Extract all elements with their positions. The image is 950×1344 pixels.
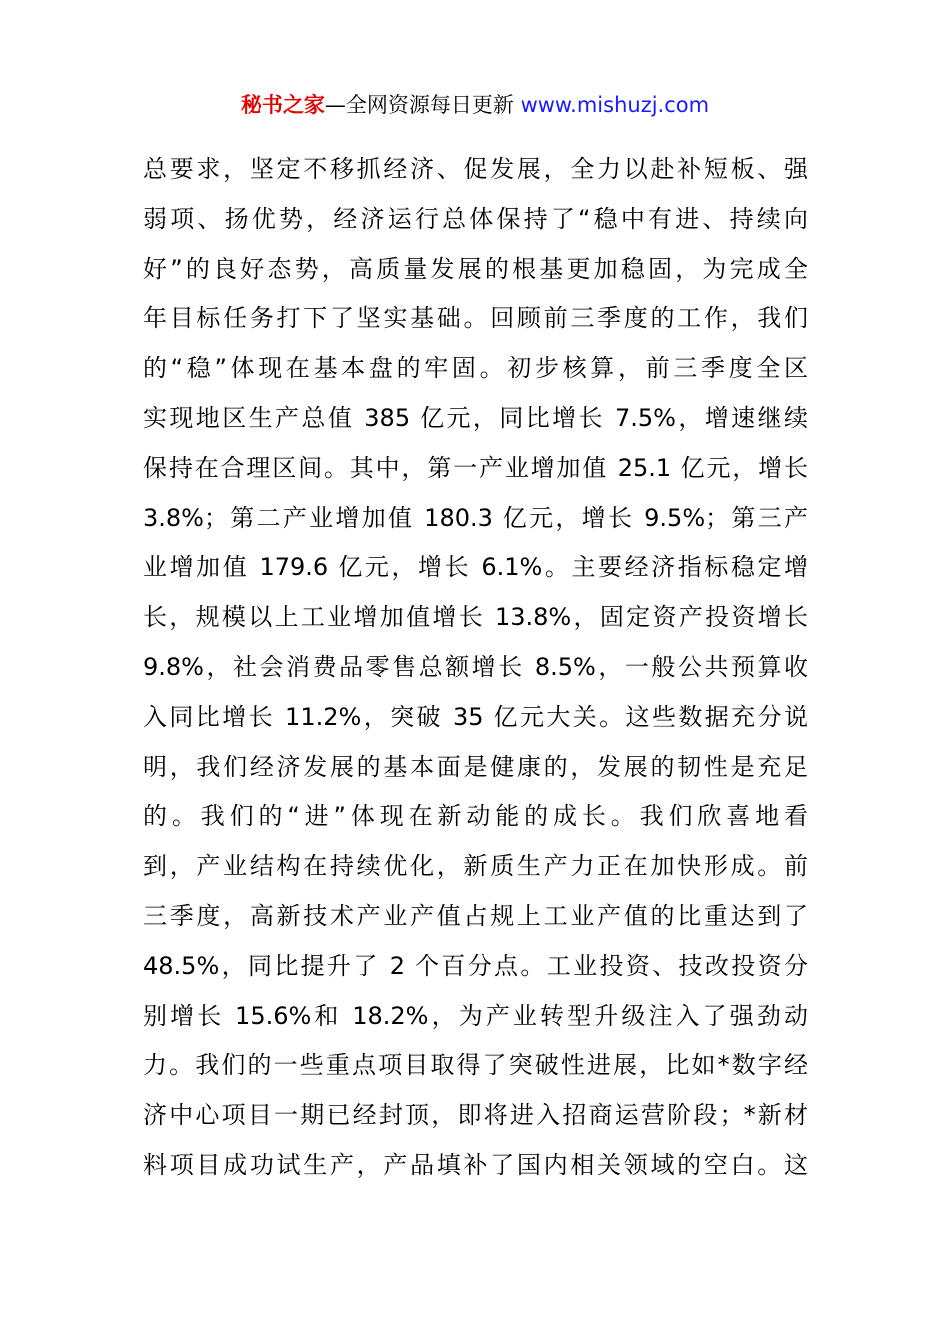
text-line: 实现地区生产总值 385 亿元，同比增长 7.5%，增速继续: [143, 403, 808, 432]
text-line: 的“稳”体现在基本盘的牢固。初步核算，前三季度全区: [143, 354, 808, 383]
text-line: 好”的良好态势，高质量发展的根基更加稳固，为完成全: [143, 254, 808, 283]
text-line: 料项目成功试生产，产品填补了国内相关领域的空白。这: [143, 1150, 808, 1179]
text-line: 到，产业结构在持续优化，新质生产力正在加快形成。前: [143, 852, 808, 881]
text-line: 三季度，高新技术产业产值占规上工业产值的比重达到了: [143, 901, 808, 930]
text-line: 济中心项目一期已经封顶，即将进入招商运营阶段；*新材: [143, 1101, 808, 1130]
text-line: 总要求，坚定不移抓经济、促发展，全力以赴补短板、强: [143, 155, 808, 183]
text-line: 力。我们的一些重点项目取得了突破性进展，比如*数字经: [143, 1051, 808, 1080]
text-line: 保持在合理区间。其中，第一产业增加值 25.1 亿元，增长: [143, 453, 808, 482]
text-line: 别增长 15.6%和 18.2%，为产业转型升级注入了强劲动: [143, 1001, 808, 1030]
text-line: 业增加值 179.6 亿元，增长 6.1%。主要经济指标稳定增: [143, 553, 808, 582]
text-line: 9.8%，社会消费品零售总额增长 8.5%，一般公共预算收: [143, 652, 808, 681]
document-body: [143, 145, 808, 1191]
brand-name: 秘书之家: [240, 93, 325, 117]
site-url-link[interactable]: www.mishuzj.com: [520, 93, 710, 117]
header-tagline: —全网资源每日更新: [324, 93, 521, 117]
text-line: 的。我们的“进”体现在新动能的成长。我们欣喜地看: [143, 802, 808, 831]
text-line: 48.5%，同比提升了 2 个百分点。工业投资、技改投资分: [143, 951, 808, 980]
text-line: 弱项、扬优势，经济运行总体保持了“稳中有进、持续向: [143, 204, 808, 233]
text-line: 长，规模以上工业增加值增长 13.8%，固定资产投资增长: [143, 603, 808, 632]
text-line: 年目标任务打下了坚实基础。回顾前三季度的工作，我们: [143, 304, 808, 333]
site-header: [0, 88, 950, 122]
text-line: 入同比增长 11.2%，突破 35 亿元大关。这些数据充分说: [143, 702, 808, 731]
text-line: 3.8%；第二产业增加值 180.3 亿元，增长 9.5%；第三产: [143, 503, 808, 532]
text-line: 明，我们经济发展的基本面是健康的，发展的韧性是充足: [143, 752, 808, 781]
